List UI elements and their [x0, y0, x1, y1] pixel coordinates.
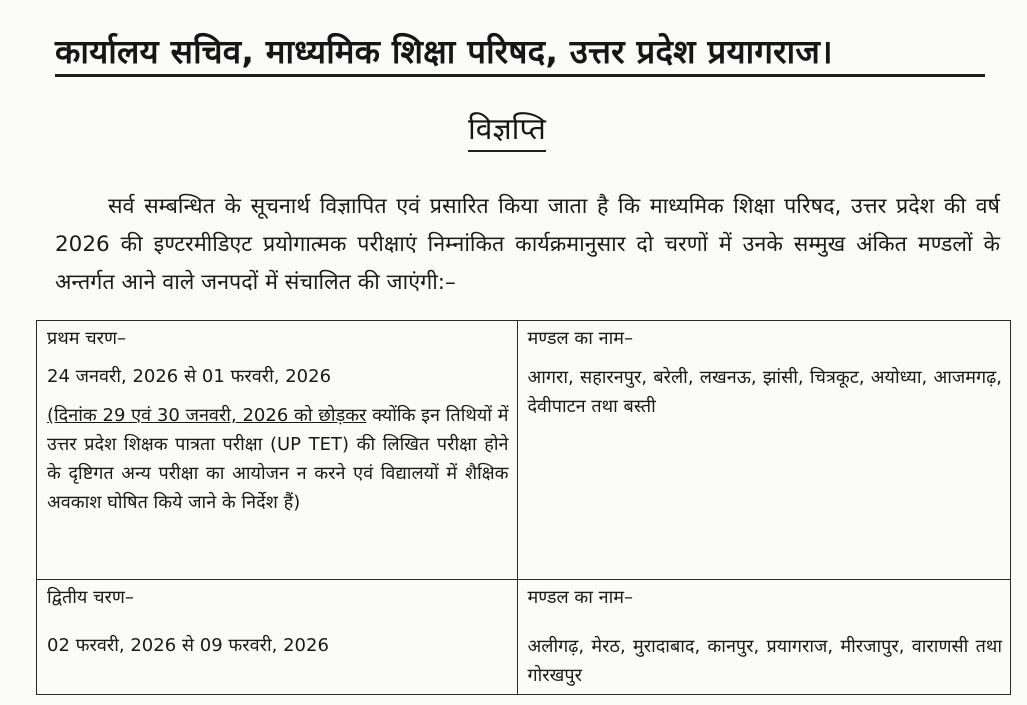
intro-text: सर्व सम्बन्धित के सूचनार्थ विज्ञापित एवं प्रसारित किया जाता है कि माध्यमिक शिक्षा परिषद, उत्तर प्रदेश की वर्ष 2026 की इण्टरमीडिएट प्रयोगात्मक परीक्षाएं निम्नांकित कार्यक्रमानुसार दो चरणों में उनके सम्मुख अंकित मण्डलों के अन्तर्गत आने वाले जनपदों में संचालित की जाएंगी:–	[55, 194, 1000, 295]
notice-title: विज्ञप्ति	[468, 110, 546, 152]
schedule-table	[36, 320, 1011, 695]
schedule-row-stage2	[37, 580, 1011, 695]
stage2-schedule-cell	[37, 580, 518, 695]
stage1-label: प्रथम चरण–	[47, 328, 127, 349]
stage1-note	[47, 401, 509, 517]
stage1-division-cell	[517, 321, 1011, 580]
stage2-dates: 02 फरवरी, 2026 से 09 फरवरी, 2026	[47, 635, 329, 656]
stage1-dates: 24 जनवरी, 2026 से 01 फरवरी, 2026	[47, 366, 332, 387]
office-heading: कार्यालय सचिव, माध्यमिक शिक्षा परिषद, उत्तर प्रदेश प्रयागराज।	[55, 30, 985, 77]
schedule-row-stage1	[37, 321, 1011, 580]
stage1-note-rest: क्योंकि इन तिथियों में उत्तर प्रदेश शिक्षक पात्रता परीक्षा (UP TET) की लिखित परीक्षा होने के दृष्टिगत अन्य परीक्षा का आयोजन न करने एवं विद्यालयों में शैक्षिक अवकाश घोषित किये जाने के निर्देश हैं)	[47, 405, 509, 513]
stage1-division-label: मण्डल का नाम–	[527, 328, 633, 349]
stage1-divisions: आगरा, सहारनपुर, बरेली, लखनऊ, झांसी, चित्रकूट, अयोध्या, आजमगढ़, देवीपाटन तथा बस्ती	[527, 367, 1002, 417]
stage2-division-label: मण्डल का नाम–	[527, 587, 633, 608]
stage2-label: द्वितीय चरण–	[47, 587, 134, 608]
intro-paragraph	[55, 188, 1000, 302]
stage1-note-underlined: (दिनांक 29 एवं 30 जनवरी, 2026 को छोड़कर	[47, 405, 367, 426]
stage1-schedule-cell	[37, 321, 518, 580]
stage2-division-cell	[517, 580, 1011, 695]
stage2-divisions: अलीगढ़, मेरठ, मुरादाबाद, कानपुर, प्रयागराज, मीरजापुर, वाराणसी तथा गोरखपुर	[527, 636, 1002, 686]
